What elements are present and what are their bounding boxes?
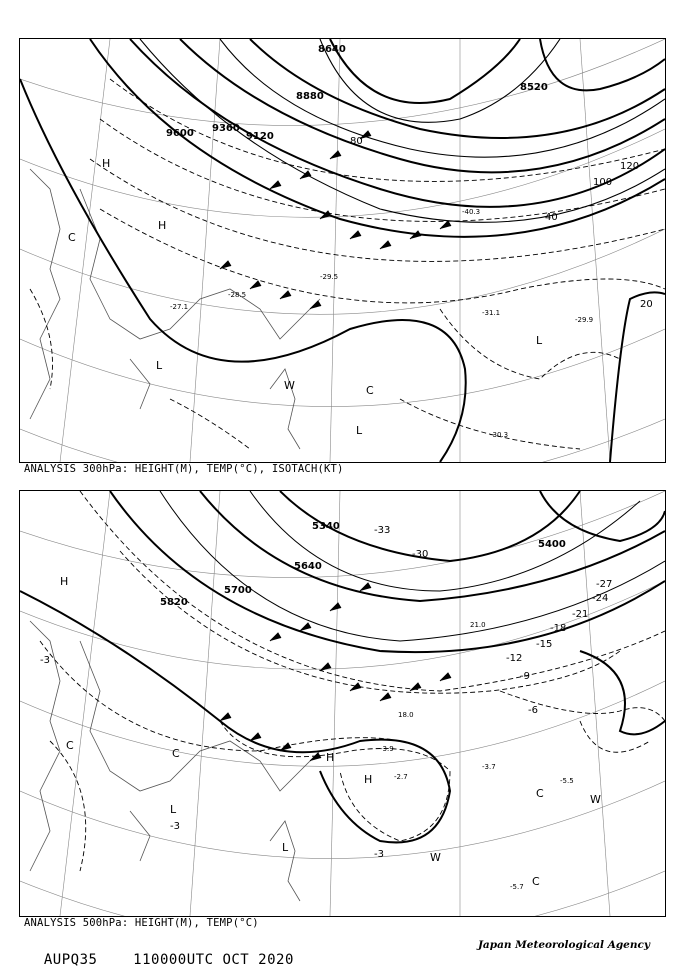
height-label: 5340 [312,521,340,532]
high-pressure-marker: H [326,751,335,764]
temp-sample: -3.9 [380,745,394,753]
cold-center-marker: C [532,875,540,888]
height-label: 5820 [160,597,188,608]
isotach-label: 40 [545,212,558,223]
temp-sample: -31.1 [482,309,501,317]
isotherm-label: -15 [536,639,553,650]
cold-center-marker: C [366,384,374,397]
high-pressure-marker: H [60,575,69,588]
warm-center-marker: W [430,851,441,864]
isotherm-label: -6 [528,705,538,716]
height-label: 5400 [538,539,566,550]
low-pressure-marker: L [282,841,289,854]
low-pressure-marker: L [536,334,543,347]
warm-center-marker: W [284,379,295,392]
cold-center-marker: C [68,231,76,244]
isotherm-label: -12 [506,653,523,664]
isotherm-label: -33 [374,525,391,536]
lower-panel-caption: ANALYSIS 500hPa: HEIGHT(M), TEMP(°C) [24,917,259,929]
chart-code: AUPQ35 [43,952,98,968]
height-label: 8640 [318,44,346,55]
low-pressure-marker: L [170,803,177,816]
chart-identifier [26,936,294,968]
isotherm-label: -3 [40,655,50,666]
warm-center-marker: W [590,793,601,806]
temp-sample: -40.3 [462,208,481,216]
temp-sample: -5.7 [510,883,524,891]
low-pressure-marker: L [356,424,363,437]
isotherm-label: -24 [592,593,609,604]
height-label: 5640 [294,561,322,572]
high-pressure-marker: H [102,157,111,170]
agency-name: Japan Meteorological Agency [477,939,650,951]
isotherm-label: -30 [412,549,429,560]
temp-sample: -3.7 [482,763,496,771]
height-label: 9120 [246,131,274,142]
high-pressure-marker: H [364,773,373,786]
isotherm-label: -9 [520,671,530,682]
isotherm-label: -21 [572,609,589,620]
isotach-label: 80 [350,136,363,147]
height-label: 9600 [166,128,194,139]
temp-sample: -5.5 [560,777,574,785]
temp-sample: -27.1 [170,303,189,311]
high-pressure-marker: H [158,219,167,232]
temp-sample: 21.0 [470,621,486,629]
isotach-label: 120 [620,161,640,172]
isotherm-label: -27 [596,579,613,590]
upper-panel-caption: ANALYSIS 300hPa: HEIGHT(M), TEMP(°C), ISOTACH(KT) [24,463,344,475]
temp-sample: -30.3 [490,431,509,439]
map-300hpa [19,38,666,463]
map-500hpa [19,490,666,917]
valid-time: 110000UTC OCT 2020 [133,952,294,968]
temp-sample: -28.5 [228,291,247,299]
cold-center-marker: C [66,739,74,752]
isotach-label: 100 [593,177,613,188]
isotach-label: 20 [640,299,653,310]
isotherm-label: -3 [374,849,384,860]
temp-sample: -2.7 [394,773,408,781]
height-label: 9360 [212,123,240,134]
height-label: 8520 [520,82,548,93]
low-pressure-marker: L [156,359,163,372]
temp-sample: -29.9 [575,316,594,324]
map-300hpa-labels [20,39,665,462]
cold-center-marker: C [172,747,180,760]
temp-sample: -29.5 [320,273,339,281]
map-500hpa-labels [20,491,665,916]
cold-center-marker: C [536,787,544,800]
height-label: 5700 [224,585,252,596]
temp-sample: 18.0 [398,711,414,719]
isotherm-label: -18 [550,623,567,634]
height-label: 8880 [296,91,324,102]
isotherm-label: -3 [170,821,180,832]
